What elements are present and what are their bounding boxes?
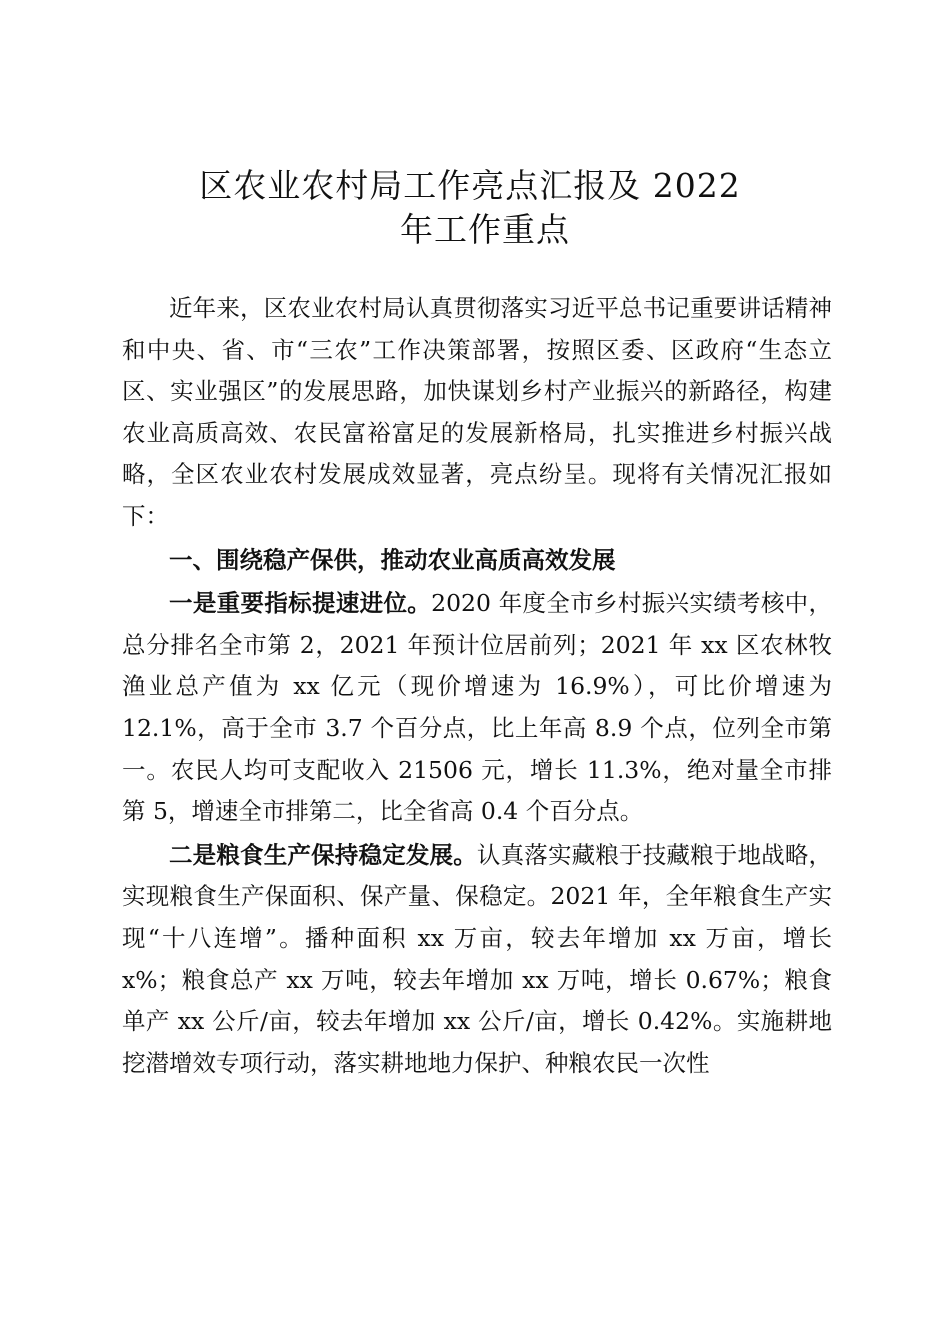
document-body xyxy=(122,288,832,1084)
item-2-text: 认真落实藏粮于技藏粮于地战略，实现粮食生产保面积、保产量、保稳定。2021 年，全年粮食生产实现“十八连增”。播种面积 xx 万亩，较去年增加 xx 万亩，增长 x%；粮食总产 xx 万吨，较去年增加 xx 万吨，增长 0.67%；粮食单产 xx 公斤/亩，较去年增加 xx 公斤/亩，增长 0.42%。实施耕地挖潜增效专项行动，落实耕地地力保护、种粮农民一次性 xyxy=(122,840,833,1077)
section-heading-1: 一、围绕稳产保供，推动农业高质高效发展 xyxy=(169,545,616,574)
item-paragraph-2 xyxy=(122,835,832,1085)
item-1-lead: 一是重要指标提速进位。 xyxy=(169,589,432,618)
item-2-lead: 二是粮食生产保持稳定发展。 xyxy=(169,840,477,869)
item-paragraph-1 xyxy=(122,583,832,833)
intro-paragraph: 近年来，区农业农村局认真贯彻落实习近平总书记重要讲话精神和中央、省、市“三农”工作决策部署，按照区委、区政府“生态立区、实业强区”的发展思路，加快谋划乡村产业振兴的新路径，构建农业高质高效、农民富裕富足的发展新格局，扎实推进乡村振兴战略，全区农业农村发展成效显著，亮点纷呈。现将有关情况汇报如下： xyxy=(122,294,832,530)
document-title-line-2: 年工作重点 xyxy=(400,210,570,249)
item-1-text: 2020 年度全市乡村振兴实绩考核中，总分排名全市第 2，2021 年预计位居前列；2021 年 xx 区农林牧渔业总产值为 xx 亿元（现价增速为 16.9%），可比价增速为 12.1%，高于全市 3.7 个百分点，比上年高 8.9 个点，位列全市第一。农民人均可支配收入 21506 元，增长 11.3%，绝对量全市排第 5，增速全市排第二，比全省高 0.4 个百分点。 xyxy=(122,589,833,826)
document-title-line-1: 区农业农村局工作亮点汇报及 2022 xyxy=(199,166,741,205)
